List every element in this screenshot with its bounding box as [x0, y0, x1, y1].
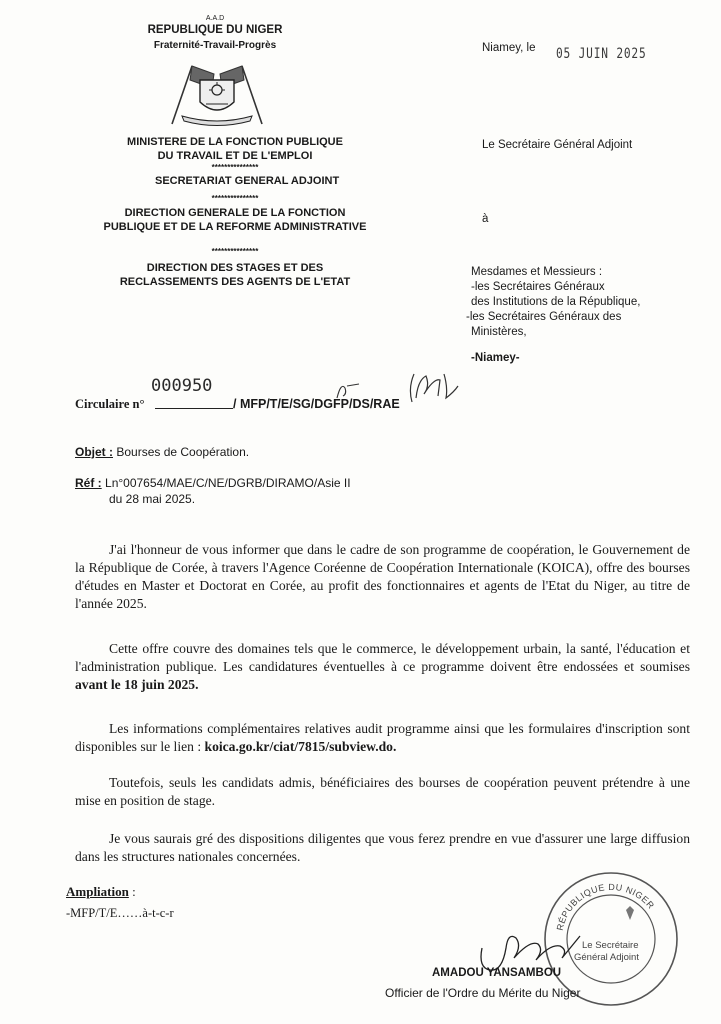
ampliation-item: -MFP/T/E……à-t-c-r: [66, 906, 174, 920]
separator: ***************: [211, 194, 259, 203]
ampliation-label: Ampliation: [66, 884, 129, 899]
directorate-line1: DIRECTION DES STAGES ET DES: [146, 262, 324, 274]
recipient-line: des Institutions de la République,: [471, 296, 641, 308]
circular-number-line: [155, 408, 233, 409]
signatory-title: Officier de l'Ordre du Mérite du Niger: [385, 986, 581, 1000]
subject-label: Objet :: [75, 445, 113, 459]
seal-center-line1: Le Secrétaire: [582, 940, 639, 951]
separator: ***************: [211, 163, 259, 172]
sender-title: Le Secrétaire Général Adjoint: [482, 139, 633, 151]
body-paragraph-4: Toutefois, seuls les candidats admis, bénéficiaires des bourses de coopération peuvent prétendre à une mise en position de stage.: [75, 775, 690, 808]
subject-row: [75, 445, 249, 459]
body-paragraph-5: Je vous saurais gré des dispositions diligentes que vous ferez prendre en vue d'assurer une large diffusion dans les structures nationales concernées.: [75, 831, 690, 864]
ministry-name-line2: DU TRAVAIL ET DE L'EMPLOI: [157, 150, 313, 162]
date-stamp: 05 JUIN 2025: [556, 46, 647, 62]
reference-row: [75, 476, 351, 490]
handwritten-initials-icon: [404, 368, 464, 408]
circular-label: Circulaire n°: [75, 397, 145, 411]
recipient-line: Mesdames et Messieurs :: [471, 266, 603, 278]
ampliation-row: Ampliation :: [66, 884, 136, 899]
circular-suffix: / MFP/T/E/SG/DGFP/DS/RAE: [233, 397, 400, 411]
separator: ***************: [211, 247, 259, 256]
recipient-line: -les Secrétaires Généraux des: [466, 311, 622, 323]
handwritten-mark-icon: [333, 378, 363, 400]
seal-center-line2: Général Adjoint: [574, 952, 639, 963]
national-motto: Fraternité-Travail-Progrès: [153, 40, 277, 51]
subject-text: Bourses de Coopération.: [116, 445, 250, 459]
national-emblem-icon: [162, 58, 272, 128]
body-paragraph-2: Cette offre couvre des domaines tels que le commerce, le développement urbain, la santé, l'éducation et l'administration publique. Les candidatures éventuelles à ce programme doivent être endossées et soumises avant le 18 juin 2025.: [75, 641, 690, 692]
recipient-line: Ministères,: [471, 326, 527, 338]
place-label: Niamey, le: [482, 42, 536, 54]
secretariat-name: SECRETARIAT GENERAL ADJOINT: [155, 175, 340, 187]
country-name: REPUBLIQUE DU NIGER: [147, 24, 283, 36]
deadline-text: avant le 18 juin 2025.: [75, 677, 199, 692]
directorate-general-line2: PUBLIQUE ET DE LA REFORME ADMINISTRATIVE: [103, 221, 367, 233]
reference-line1: Ln°007654/MAE/C/NE/DGRB/DIRAMO/Asie II: [105, 476, 351, 490]
body-paragraph-3: Les informations complémentaires relatives audit programme ainsi que les formulaires d'inscription sont disponibles sur le lien : koica.go.kr/ciat/7815/subview.do.: [75, 721, 690, 754]
recipient-city: -Niamey-: [471, 352, 520, 364]
signatory-name: AMADOU YANSAMBOU: [432, 967, 562, 979]
directorate-line2: RECLASSEMENTS DES AGENTS DE L'ETAT: [119, 276, 351, 288]
to-word: à: [482, 213, 489, 225]
reference-label: Réf :: [75, 476, 102, 490]
directorate-general-line1: DIRECTION GENERALE DE LA FONCTION: [124, 207, 346, 219]
seal-ring-text: RÉPUBLIQUE DU NIGER: [554, 881, 657, 932]
reference-line2: du 28 mai 2025.: [109, 492, 196, 506]
ministry-name-line1: MINISTERE DE LA FONCTION PUBLIQUE: [127, 136, 343, 148]
circular-number: 000950: [151, 376, 213, 396]
letterhead-aad: A.A.D: [205, 15, 225, 22]
recipient-line: -les Secrétaires Généraux: [471, 281, 605, 293]
info-link-text: koica.go.kr/ciat/7815/subview.do.: [204, 739, 397, 754]
body-paragraph-1: J'ai l'honneur de vous informer que dans le cadre de son programme de coopération, le Gouvernement de la République de Corée, à travers l'Agence Coréenne de Coopération Internationale (KOICA), offre des bourses d'études en Master et Doctorat en Corée, au profit des fonctionnaires et agents de l'Etat du Niger, au titre de l'année 2025.: [75, 542, 690, 611]
